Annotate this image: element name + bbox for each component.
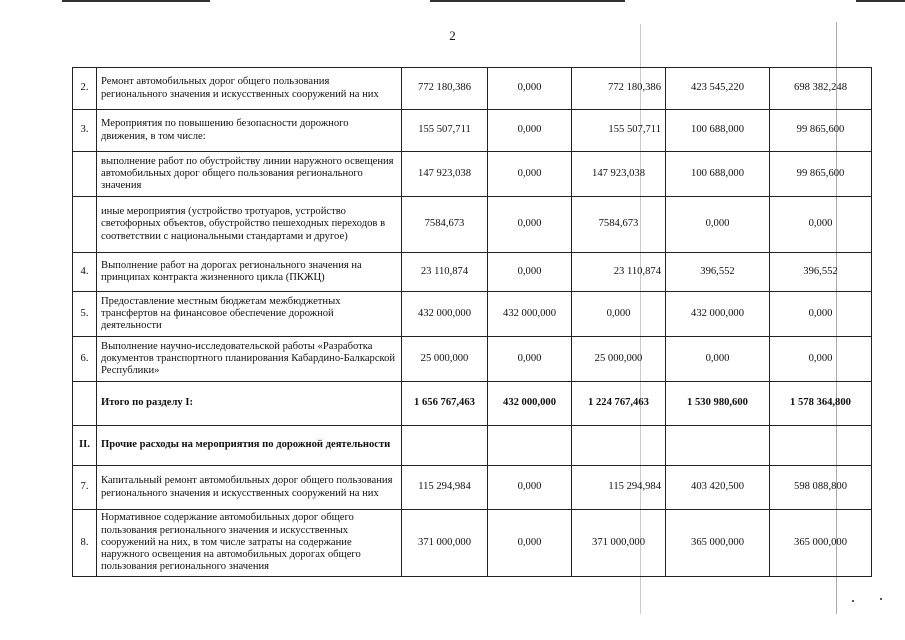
cell-value: 0,000 xyxy=(666,197,770,253)
cell-value: 365 000,000 xyxy=(770,510,872,577)
cell-value: 1 656 767,463 xyxy=(402,382,488,426)
cell-value: 0,000 xyxy=(488,152,572,197)
table-row xyxy=(73,110,872,152)
cell-value: 432 000,000 xyxy=(488,292,572,337)
cell-value: 0,000 xyxy=(770,337,872,382)
cell-value: 1 530 980,600 xyxy=(666,382,770,426)
cell-value: 371 000,000 xyxy=(572,510,666,577)
cell-value: 772 180,386 xyxy=(402,68,488,110)
row-number xyxy=(73,152,97,197)
top-rule-right xyxy=(856,0,905,2)
page-number: 2 xyxy=(449,28,456,43)
cell-value: 25 000,000 xyxy=(402,337,488,382)
cell-value: 0,000 xyxy=(770,197,872,253)
cell-value: 432 000,000 xyxy=(402,292,488,337)
row-description: Ремонт автомобильных дорог общего пользования регионального значения и искусственных сооружений на них xyxy=(97,68,402,110)
table-row xyxy=(73,68,872,110)
cell-value xyxy=(572,426,666,466)
row-description: Итого по разделу I: xyxy=(97,382,402,426)
cell-value: 403 420,500 xyxy=(666,466,770,510)
cell-value: 115 294,984 xyxy=(402,466,488,510)
cell-value: 7584,673 xyxy=(402,197,488,253)
cell-value xyxy=(402,426,488,466)
section-title: Прочие расходы на мероприятия по дорожной деятельности xyxy=(97,426,402,466)
cell-value: 0,000 xyxy=(488,253,572,292)
section-number: II. xyxy=(73,426,97,466)
cell-value: 772 180,386 xyxy=(572,68,666,110)
cell-value: 0,000 xyxy=(488,337,572,382)
cell-value: 100 688,000 xyxy=(666,152,770,197)
cell-value: 147 923,038 xyxy=(402,152,488,197)
table-row xyxy=(73,292,872,337)
cell-value: 598 088,800 xyxy=(770,466,872,510)
row-description: Мероприятия по повышению безопасности дорожного движения, в том числе: xyxy=(97,110,402,152)
cell-value: 155 507,711 xyxy=(572,110,666,152)
table-row xyxy=(73,337,872,382)
cell-value: 0,000 xyxy=(770,292,872,337)
table-row xyxy=(73,152,872,197)
scan-speck xyxy=(880,598,882,600)
cell-value xyxy=(770,426,872,466)
cell-value: 23 110,874 xyxy=(402,253,488,292)
cell-value: 99 865,600 xyxy=(770,152,872,197)
table-row xyxy=(73,510,872,577)
cell-value: 7584,673 xyxy=(572,197,666,253)
table-row xyxy=(73,197,872,253)
row-number xyxy=(73,382,97,426)
table-row xyxy=(73,466,872,510)
row-description: Нормативное содержание автомобильных дорог общего пользования регионального значения и искусственных сооружений на них, в том числе затраты на содержание наружного освещения на автомобильных дорогах общего пользования регионального значения xyxy=(97,510,402,577)
cell-value: 99 865,600 xyxy=(770,110,872,152)
cell-value: 0,000 xyxy=(488,110,572,152)
cell-value: 0,000 xyxy=(488,197,572,253)
cell-value: 365 000,000 xyxy=(666,510,770,577)
cell-value xyxy=(666,426,770,466)
row-description: иные мероприятия (устройство тротуаров, устройство светофорных объектов, обустройство пешеходных переходов в соответствии с национальными стандартами и другое) xyxy=(97,197,402,253)
cell-value: 1 578 364,800 xyxy=(770,382,872,426)
cell-value: 25 000,000 xyxy=(572,337,666,382)
cell-value xyxy=(488,426,572,466)
row-number: 3. xyxy=(73,110,97,152)
table-row xyxy=(73,253,872,292)
cell-value: 396,552 xyxy=(770,253,872,292)
cell-value: 115 294,984 xyxy=(572,466,666,510)
cell-value: 0,000 xyxy=(488,68,572,110)
row-description: Предоставление местным бюджетам межбюджетных трансфертов на финансовое обеспечение дорожной деятельности xyxy=(97,292,402,337)
row-number: 5. xyxy=(73,292,97,337)
cell-value: 0,000 xyxy=(666,337,770,382)
top-rule-middle xyxy=(430,0,625,2)
cell-value: 423 545,220 xyxy=(666,68,770,110)
row-description: выполнение работ по обустройству линии наружного освещения автомобильных дорог общего пользования регионального значения xyxy=(97,152,402,197)
row-description: Выполнение работ на дорогах регионального значения на принципах контракта жизненного цикла (ПКЖЦ) xyxy=(97,253,402,292)
row-number: 8. xyxy=(73,510,97,577)
row-number: 2. xyxy=(73,68,97,110)
cell-value: 23 110,874 xyxy=(572,253,666,292)
row-number: 4. xyxy=(73,253,97,292)
top-rule-left xyxy=(62,0,210,2)
budget-table xyxy=(72,67,872,577)
cell-value: 0,000 xyxy=(488,510,572,577)
cell-value: 432 000,000 xyxy=(666,292,770,337)
row-number xyxy=(73,197,97,253)
row-number: 6. xyxy=(73,337,97,382)
cell-value: 432 000,000 xyxy=(488,382,572,426)
cell-value: 371 000,000 xyxy=(402,510,488,577)
scan-speck xyxy=(852,600,854,602)
cell-value: 0,000 xyxy=(488,466,572,510)
row-number: 7. xyxy=(73,466,97,510)
cell-value: 396,552 xyxy=(666,253,770,292)
cell-value: 147 923,038 xyxy=(572,152,666,197)
row-description: Выполнение научно-исследовательской работы «Разработка документов транспортного планирования Кабардино-Балкарской Республики» xyxy=(97,337,402,382)
cell-value: 100 688,000 xyxy=(666,110,770,152)
section-header-row xyxy=(73,426,872,466)
row-description: Капитальный ремонт автомобильных дорог общего пользования регионального значения и искусственных сооружений на них xyxy=(97,466,402,510)
section-total-row xyxy=(73,382,872,426)
cell-value: 0,000 xyxy=(572,292,666,337)
cell-value: 698 382,248 xyxy=(770,68,872,110)
cell-value: 1 224 767,463 xyxy=(572,382,666,426)
cell-value: 155 507,711 xyxy=(402,110,488,152)
